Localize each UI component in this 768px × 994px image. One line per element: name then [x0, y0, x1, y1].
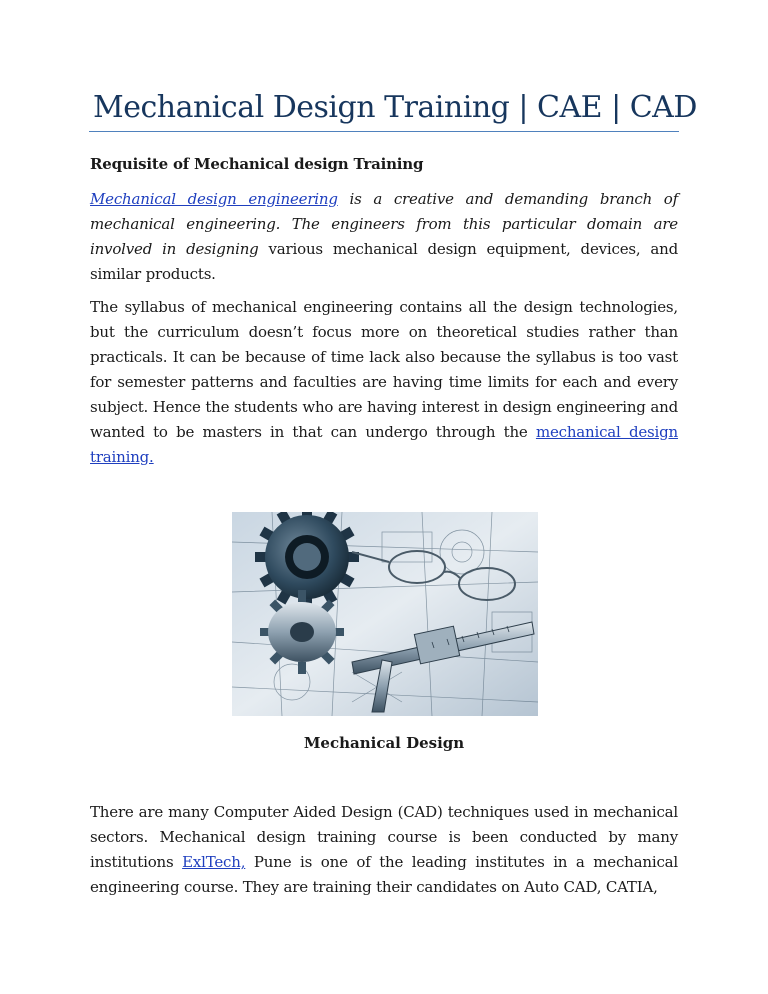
title-underline-rule: [89, 131, 679, 132]
page-title: Mechanical Design Training | CAE | CAD: [93, 90, 697, 125]
intro-rest-text: various mechanical design equipment, devices, and similar products.: [90, 240, 678, 283]
figure-caption: Mechanical Design: [303, 734, 465, 752]
cad-paragraph: [90, 800, 678, 900]
mechanical-design-training-link[interactable]: mechanical design training.: [90, 423, 679, 466]
intro-italic-text: is a creative and demanding branch of mechanical engineering. The engineers from this particular domain are involved in designing: [90, 190, 678, 258]
intro-paragraph: [90, 187, 678, 287]
mechanical-design-image: [232, 512, 538, 716]
mechanical-design-engineering-link[interactable]: Mechanical design engineering: [90, 190, 338, 208]
section-heading: Requisite of Mechanical design Training: [90, 155, 424, 173]
syllabus-text: The syllabus of mechanical engineering contains all the design technologies, but the curriculum doesn’t focus more on theoretical studies rather than practicals. It can be because of time lack also because the syllabus is too vast for semester patterns and faculties are having time limits for each and every subject. Hence the students who are having interest in design engineering and wanted to be masters in that can undergo through the: [90, 298, 678, 441]
exltech-link[interactable]: ExlTech,: [182, 853, 246, 871]
cad-text-after-link: Pune is one of the leading institutes in a mechanical engineering course. They are training their candidates on Auto CAD, CATIA,: [90, 853, 678, 896]
cad-text-before-link: There are many Computer Aided Design (CAD) techniques used in mechanical sectors. Mechanical design training course is been conducted by many institutions: [90, 803, 678, 871]
syllabus-paragraph: [90, 295, 678, 470]
